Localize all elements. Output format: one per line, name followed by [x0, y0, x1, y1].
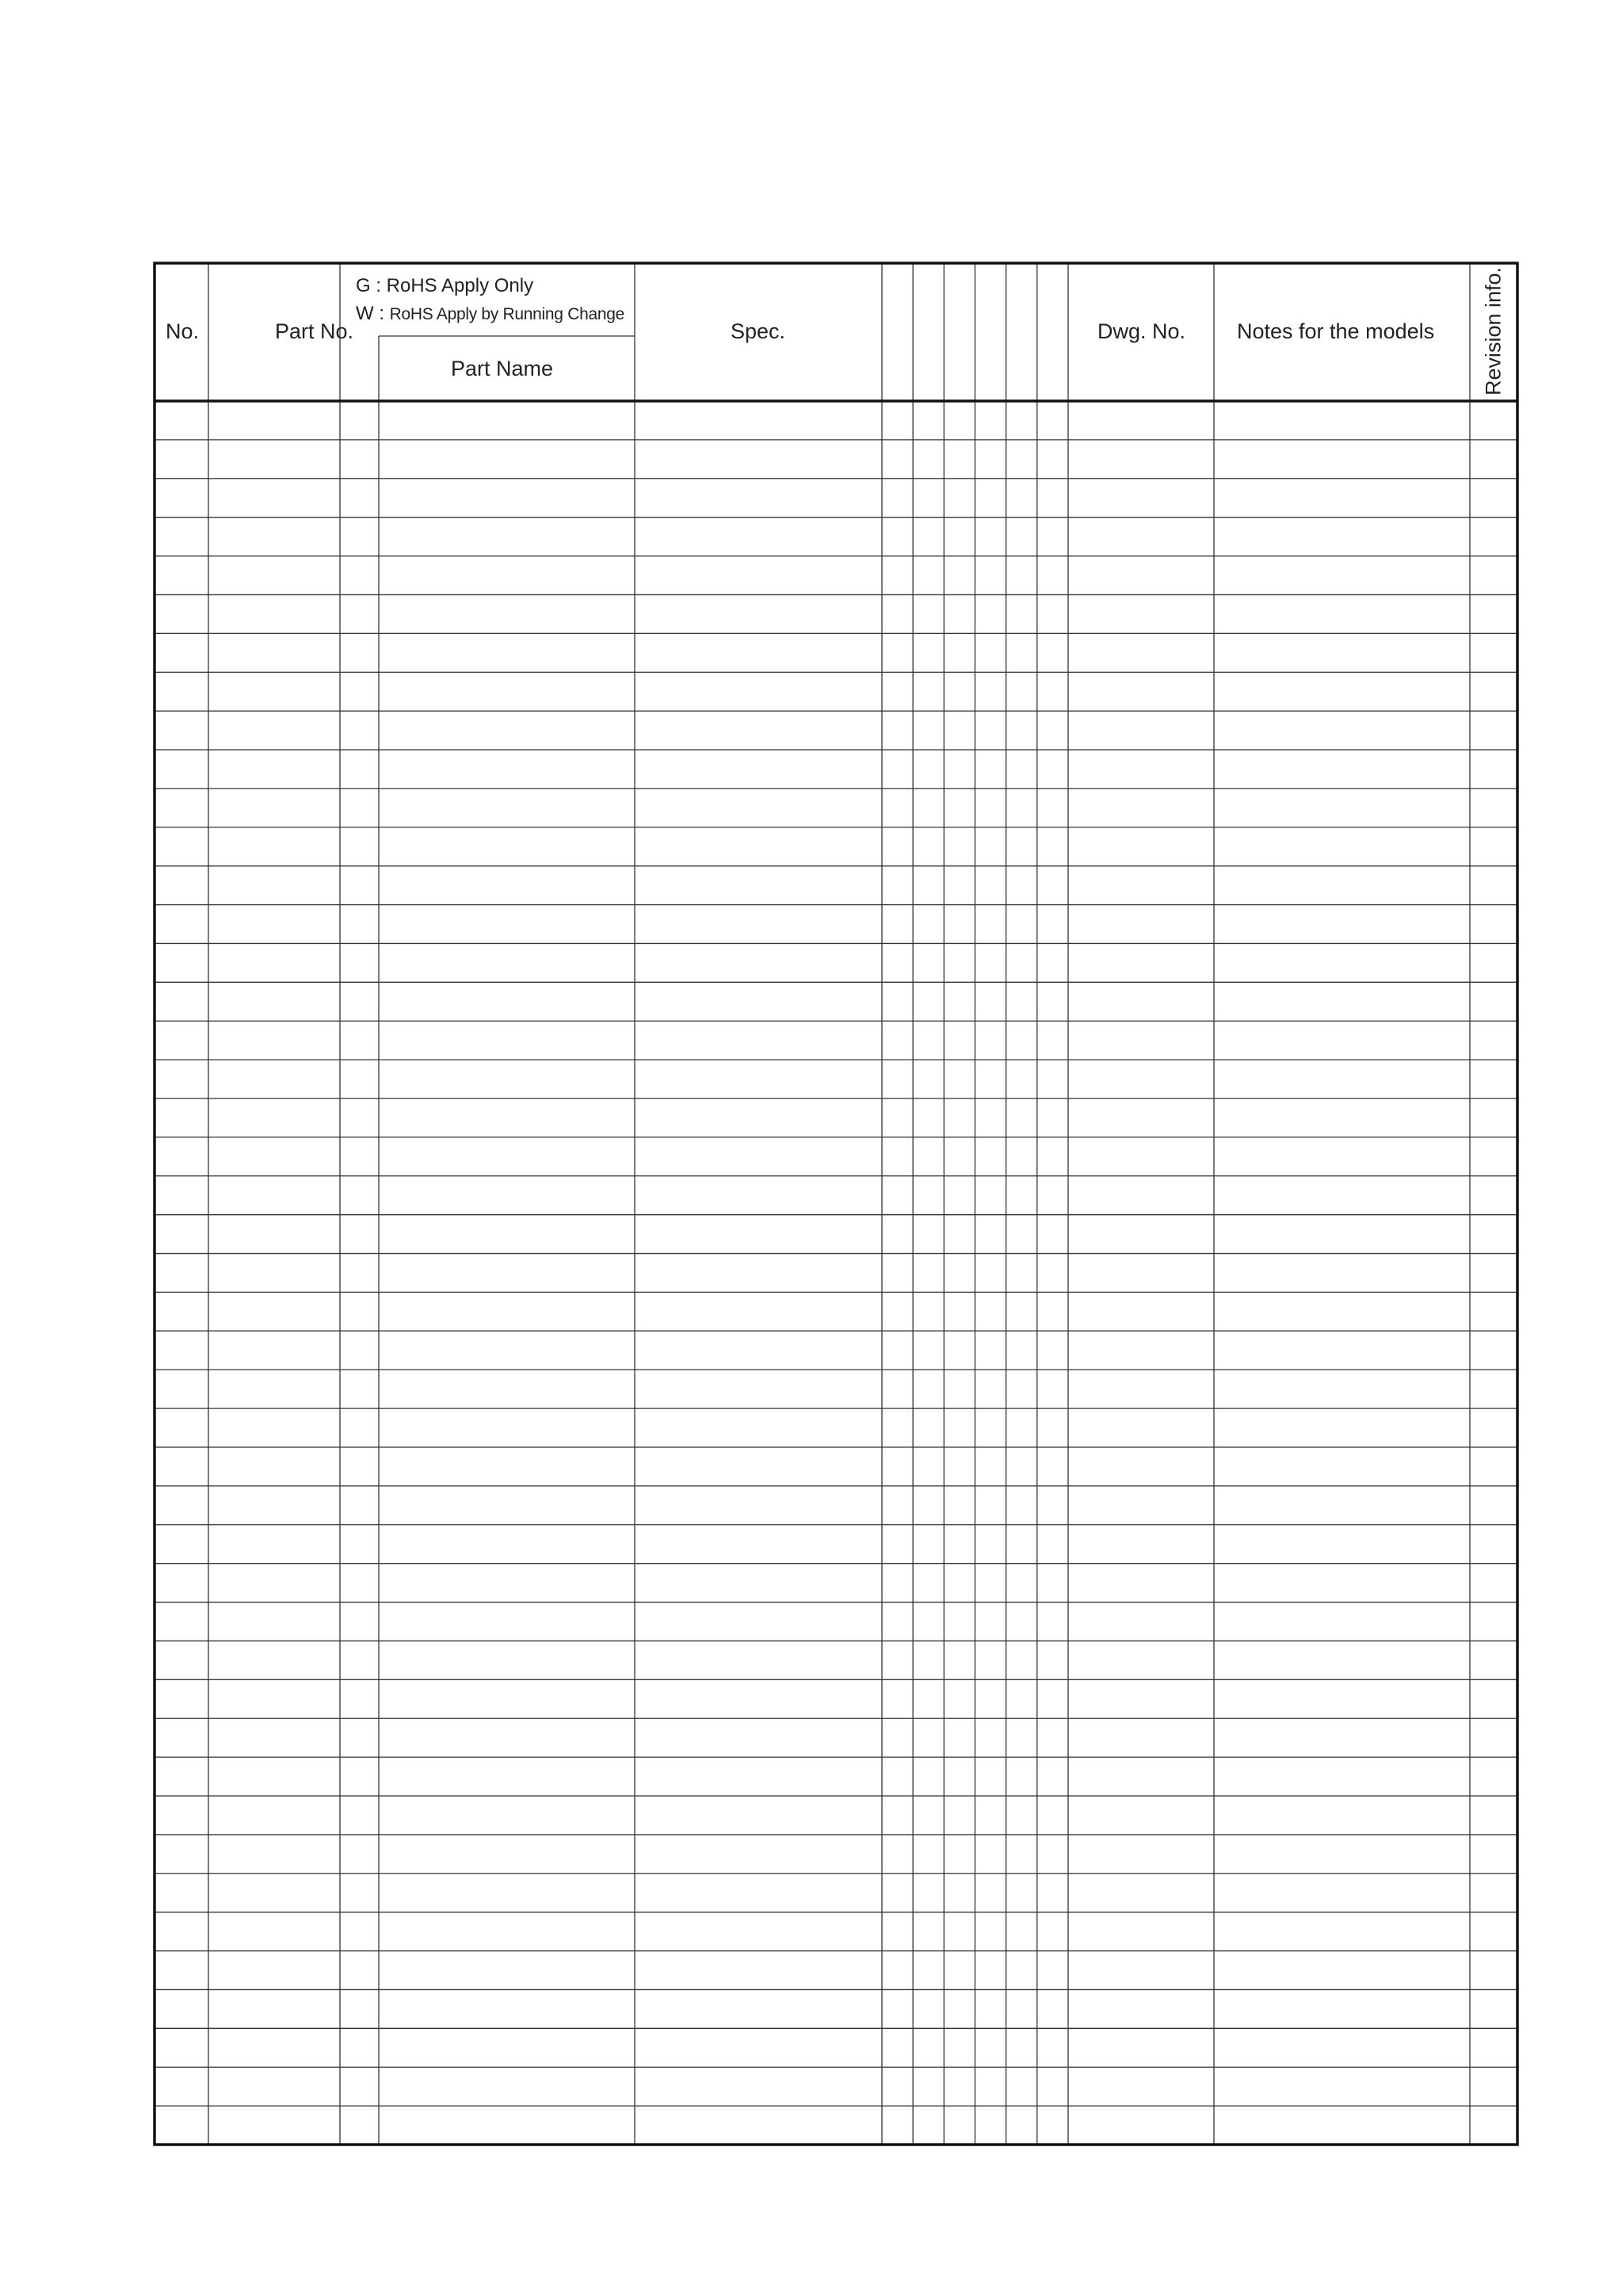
legend-rohs-g: G : RoHS Apply Only [356, 275, 534, 296]
header-dwg-no: Dwg. No. [1097, 319, 1186, 343]
legend-rohs-w [356, 303, 624, 325]
legend-rohs-w-text: RoHS Apply by Running Change [389, 305, 624, 323]
header-spec: Spec. [731, 319, 786, 343]
header-part-name: Part Name [451, 357, 554, 380]
header-part-no: Part No. [275, 319, 354, 343]
legend-rohs-w-prefix: W : [356, 303, 384, 324]
header-notes: Notes for the models [1237, 319, 1435, 343]
table-grid-lines [155, 263, 1517, 2145]
header-revision-info: Revision info. [1481, 266, 1506, 396]
table-frame [155, 263, 1517, 2145]
